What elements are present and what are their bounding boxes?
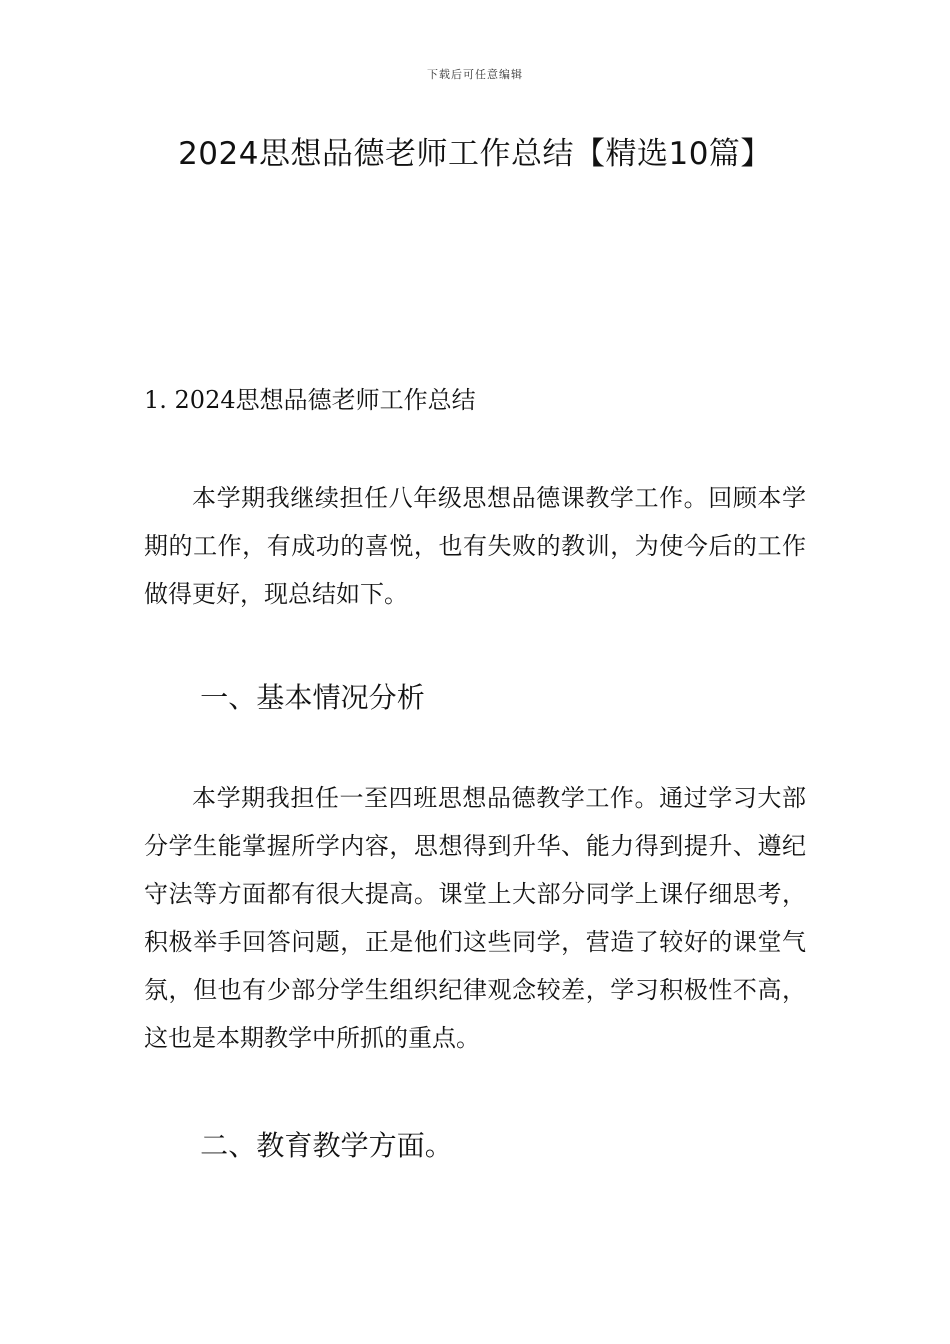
paragraph-container-2 — [144, 774, 806, 1062]
subheading-basic-analysis: 一、基本情况分析 — [200, 681, 425, 714]
paragraph: 本学期我担任一至四班思想品德教学工作。通过学习大部分学生能掌握所学内容，思想得到升华、能力得到提升、遵纪守法等方面都有很大提高。课堂上大部分同学上课仔细思考，积极举手回答问题，正是他们这些同学，营造了较好的课堂气氛，但也有少部分学生组织纪律观念较差，学习积极性不高，这也是本期教学中所抓的重点。 — [144, 784, 806, 1052]
document-title: 2024思想品德老师工作总结【精选10篇】 — [178, 136, 772, 172]
subheading-container-2 — [144, 1122, 806, 1170]
subheading-container-1 — [144, 674, 806, 722]
section-title: 1. 2024思想品德老师工作总结 — [144, 386, 476, 414]
paragraph-container-1 — [144, 474, 806, 618]
page-header: 下载后可任意编辑 — [427, 68, 523, 81]
subheading-teaching: 二、教育教学方面。 — [200, 1129, 453, 1162]
paragraph: 本学期我继续担任八年级思想品德课教学工作。回顾本学期的工作，有成功的喜悦，也有失败的教训，为使今后的工作做得更好，现总结如下。 — [144, 484, 806, 608]
